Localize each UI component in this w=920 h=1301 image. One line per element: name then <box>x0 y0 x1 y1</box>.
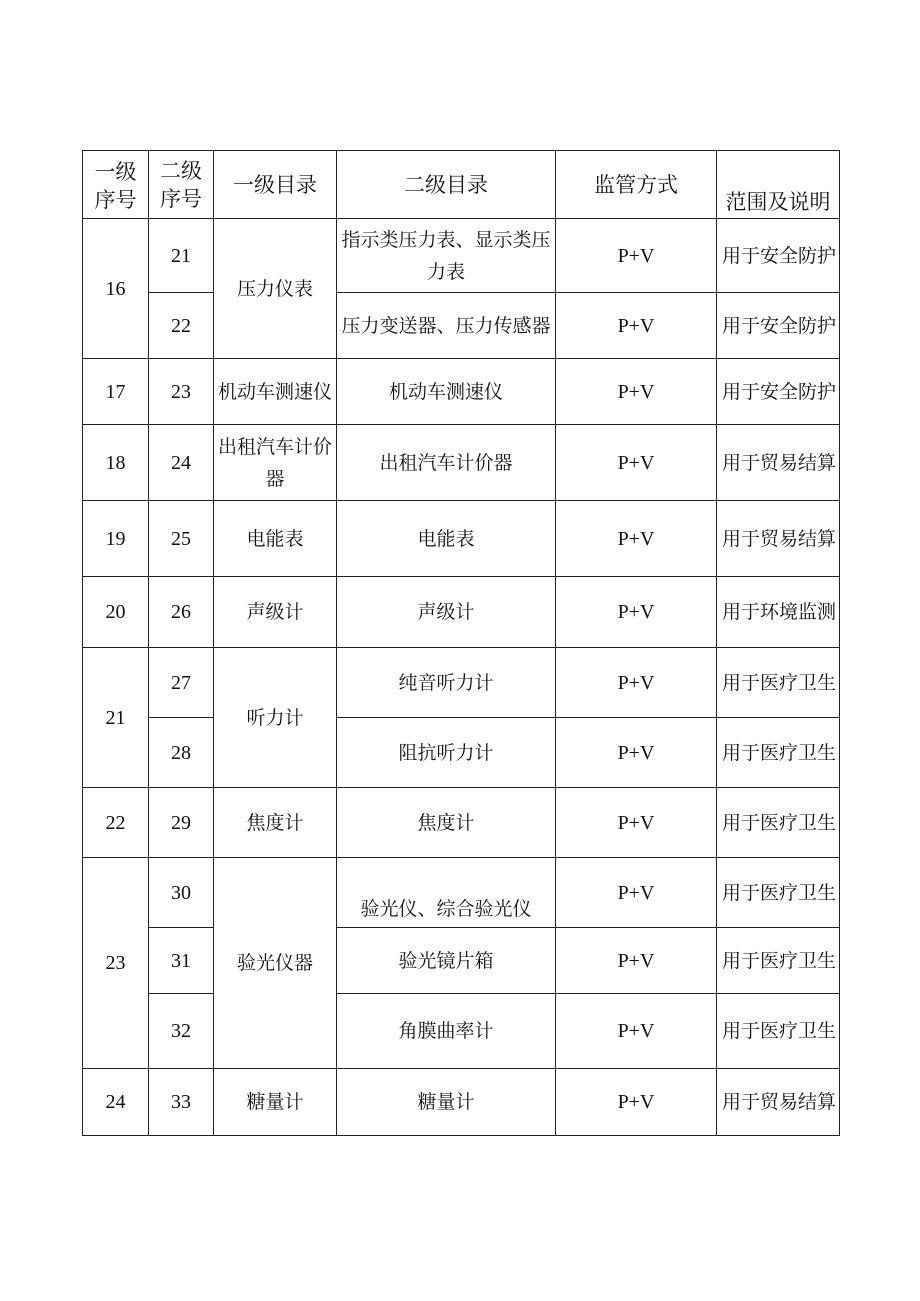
header-level1-no: 一级序号 <box>83 151 149 219</box>
level2-no: 28 <box>149 718 214 788</box>
level2-no: 31 <box>149 928 214 994</box>
table-row <box>83 648 840 718</box>
table-row <box>83 501 840 577</box>
level2-category: 指示类压力表、显示类压力表 <box>337 219 556 293</box>
scope-description: 用于医疗卫生 <box>717 718 840 788</box>
level1-category: 焦度计 <box>214 788 337 858</box>
scope-description: 用于医疗卫生 <box>717 994 840 1069</box>
header-scope: 范围及说明 <box>717 151 840 219</box>
table-row <box>83 718 840 788</box>
level1-category: 出租汽车计价器 <box>214 425 337 501</box>
level1-category: 声级计 <box>214 577 337 648</box>
supervision-mode: P+V <box>556 788 717 858</box>
supervision-mode: P+V <box>556 718 717 788</box>
level2-category: 焦度计 <box>337 788 556 858</box>
level2-category: 验光镜片箱 <box>337 928 556 994</box>
supervision-mode: P+V <box>556 501 717 577</box>
supervision-mode: P+V <box>556 1069 717 1136</box>
supervision-mode: P+V <box>556 648 717 718</box>
level2-no: 22 <box>149 293 214 359</box>
level2-no: 33 <box>149 1069 214 1136</box>
header-level2-category: 二级目录 <box>337 151 556 219</box>
level2-no: 32 <box>149 994 214 1069</box>
table-row <box>83 994 840 1069</box>
level1-no: 17 <box>83 359 149 425</box>
level1-category: 电能表 <box>214 501 337 577</box>
level2-category: 糖量计 <box>337 1069 556 1136</box>
level2-no: 27 <box>149 648 214 718</box>
level1-category: 验光仪器 <box>214 858 337 1069</box>
level2-category: 压力变送器、压力传感器 <box>337 293 556 359</box>
scope-description: 用于医疗卫生 <box>717 928 840 994</box>
level1-no: 16 <box>83 219 149 359</box>
level2-no: 25 <box>149 501 214 577</box>
table-row <box>83 425 840 501</box>
level1-category: 听力计 <box>214 648 337 788</box>
table-row <box>83 219 840 293</box>
level2-category: 阻抗听力计 <box>337 718 556 788</box>
level2-category: 验光仪、综合验光仪 <box>337 858 556 928</box>
supervision-mode: P+V <box>556 359 717 425</box>
table-row <box>83 858 840 928</box>
level2-no: 26 <box>149 577 214 648</box>
supervision-mode: P+V <box>556 425 717 501</box>
scope-description: 用于贸易结算 <box>717 1069 840 1136</box>
supervision-mode: P+V <box>556 577 717 648</box>
header-level2-no: 二级序号 <box>149 151 214 219</box>
header-supervision-mode: 监管方式 <box>556 151 717 219</box>
table-row <box>83 293 840 359</box>
level2-no: 24 <box>149 425 214 501</box>
supervision-mode: P+V <box>556 858 717 928</box>
level2-category: 角膜曲率计 <box>337 994 556 1069</box>
supervision-mode: P+V <box>556 293 717 359</box>
scope-description: 用于安全防护 <box>717 359 840 425</box>
table-row <box>83 577 840 648</box>
level1-no: 24 <box>83 1069 149 1136</box>
supervision-mode: P+V <box>556 994 717 1069</box>
level2-no: 21 <box>149 219 214 293</box>
level1-no: 23 <box>83 858 149 1069</box>
level1-category: 机动车测速仪 <box>214 359 337 425</box>
level2-no: 30 <box>149 858 214 928</box>
table-row <box>83 1069 840 1136</box>
level1-no: 20 <box>83 577 149 648</box>
scope-description: 用于安全防护 <box>717 219 840 293</box>
header-level1-category: 一级目录 <box>214 151 337 219</box>
level1-category: 糖量计 <box>214 1069 337 1136</box>
table-row <box>83 788 840 858</box>
supervision-mode: P+V <box>556 928 717 994</box>
level1-no: 18 <box>83 425 149 501</box>
table-row <box>83 928 840 994</box>
level2-no: 23 <box>149 359 214 425</box>
header-row <box>83 151 840 219</box>
level1-category: 压力仪表 <box>214 219 337 359</box>
scope-description: 用于贸易结算 <box>717 425 840 501</box>
scope-description: 用于贸易结算 <box>717 501 840 577</box>
level2-category: 声级计 <box>337 577 556 648</box>
scope-description: 用于安全防护 <box>717 293 840 359</box>
level2-no: 29 <box>149 788 214 858</box>
measuring-instrument-table <box>82 150 840 1136</box>
supervision-mode: P+V <box>556 219 717 293</box>
level2-category: 机动车测速仪 <box>337 359 556 425</box>
scope-description: 用于医疗卫生 <box>717 648 840 718</box>
level1-no: 22 <box>83 788 149 858</box>
table-row <box>83 359 840 425</box>
scope-description: 用于医疗卫生 <box>717 788 840 858</box>
scope-description: 用于环境监测 <box>717 577 840 648</box>
scope-description: 用于医疗卫生 <box>717 858 840 928</box>
level2-category: 电能表 <box>337 501 556 577</box>
level2-category: 出租汽车计价器 <box>337 425 556 501</box>
level1-no: 21 <box>83 648 149 788</box>
level2-category: 纯音听力计 <box>337 648 556 718</box>
level1-no: 19 <box>83 501 149 577</box>
